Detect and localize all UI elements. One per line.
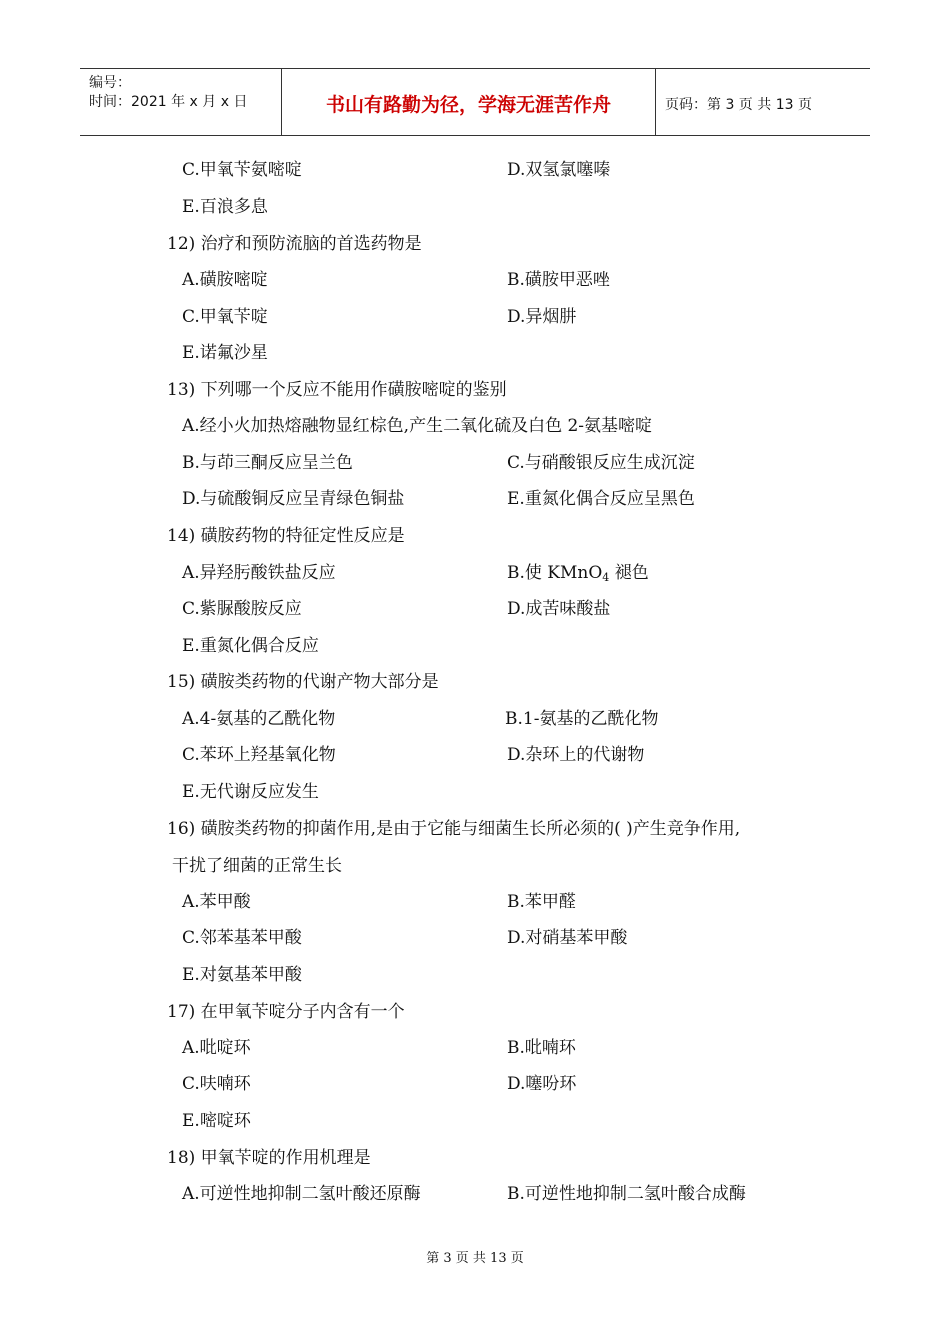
q18-stem: 18) 甲氧苄啶的作用机理是 — [167, 1148, 371, 1168]
q17-option-c: C.呋喃环 — [182, 1074, 251, 1094]
q12-stem: 12) 治疗和预防流脑的首选药物是 — [167, 234, 422, 254]
q16-option-d: D.对硝基苯甲酸 — [507, 928, 628, 948]
q16-option-a: A.苯甲酸 — [182, 892, 251, 912]
date-label: 时间：2021 年 x 月 x 日 — [89, 94, 248, 110]
q12-option-a: A.磺胺嘧啶 — [182, 270, 268, 290]
q14-option-c: C.紫脲酸胺反应 — [182, 599, 302, 619]
q11-option-d: D.双氢氯噻嗪 — [507, 160, 611, 180]
q14-option-e: E.重氮化偶合反应 — [182, 636, 319, 656]
q17-option-e: E.嘧啶环 — [182, 1111, 251, 1131]
q15-option-e: E.无代谢反应发生 — [182, 782, 319, 802]
q14-option-b — [507, 562, 649, 589]
q15-option-d: D.杂环上的代谢物 — [507, 745, 645, 765]
q14-option-b-subscript: 4 — [602, 571, 610, 584]
q11-option-c: C.甲氧苄氨嘧啶 — [182, 160, 302, 180]
page-footer: 第 3 页 共 13 页 — [426, 1251, 524, 1266]
q13-option-e: E.重氮化偶合反应呈黑色 — [507, 489, 695, 509]
q17-option-a: A.吡啶环 — [182, 1038, 251, 1058]
q14-option-b-suffix: 褪色 — [609, 563, 649, 583]
q17-option-d: D.噻吩环 — [507, 1074, 577, 1094]
q14-option-a: A.异羟肟酸铁盐反应 — [182, 563, 336, 583]
q17-option-b: B.吡喃环 — [507, 1038, 576, 1058]
q16-option-c: C.邻苯基苯甲酸 — [182, 928, 302, 948]
q16-stem-line2: 干扰了细菌的正常生长 — [172, 856, 342, 876]
q15-option-c: C.苯环上羟基氧化物 — [182, 745, 336, 765]
q12-option-d: D.异烟肼 — [507, 307, 577, 327]
q17-stem: 17) 在甲氧苄啶分子内含有一个 — [167, 1002, 405, 1022]
q18-option-b: B.可逆性地抑制二氢叶酸合成酶 — [507, 1184, 746, 1204]
q15-stem: 15) 磺胺类药物的代谢产物大部分是 — [167, 672, 439, 692]
q13-option-a: A.经小火加热熔融物显红棕色,产生二氧化硫及白色 2-氨基嘧啶 — [182, 416, 653, 436]
q12-option-b: B.磺胺甲恶唑 — [507, 270, 610, 290]
q13-option-c: C.与硝酸银反应生成沉淀 — [507, 453, 695, 473]
q11-option-e: E.百浪多息 — [182, 197, 268, 217]
serial-label: 编号： — [89, 75, 131, 91]
header-page-info: 页码：第 3 页 共 13 页 — [665, 97, 812, 113]
header-motto: 书山有路勤为径，学海无涯苦作舟 — [325, 94, 611, 116]
q15-option-a: A.4-氨基的乙酰化物 — [182, 709, 336, 729]
q16-stem-line1: 16) 磺胺类药物的抑菌作用,是由于它能与细菌生长所必须的( )产生竞争作用, — [167, 819, 741, 839]
q13-stem: 13) 下列哪一个反应不能用作磺胺嘧啶的鉴别 — [167, 380, 507, 400]
q14-option-d: D.成苦味酸盐 — [507, 599, 611, 619]
q12-option-e: E.诺氟沙星 — [182, 343, 268, 363]
q15-option-b: B.1-氨基的乙酰化物 — [505, 709, 659, 729]
q14-option-b-text: B.使 KMnO — [507, 563, 603, 583]
q16-option-b: B.苯甲醛 — [507, 892, 576, 912]
q14-stem: 14) 磺胺药物的特征定性反应是 — [167, 526, 405, 546]
q12-option-c: C.甲氧苄啶 — [182, 307, 268, 327]
q13-option-b: B.与茚三酮反应呈兰色 — [182, 453, 353, 473]
q13-option-d: D.与硫酸铜反应呈青绿色铜盐 — [182, 489, 405, 509]
q18-option-a: A.可逆性地抑制二氢叶酸还原酶 — [182, 1184, 421, 1204]
q16-option-e: E.对氨基苯甲酸 — [182, 965, 302, 985]
